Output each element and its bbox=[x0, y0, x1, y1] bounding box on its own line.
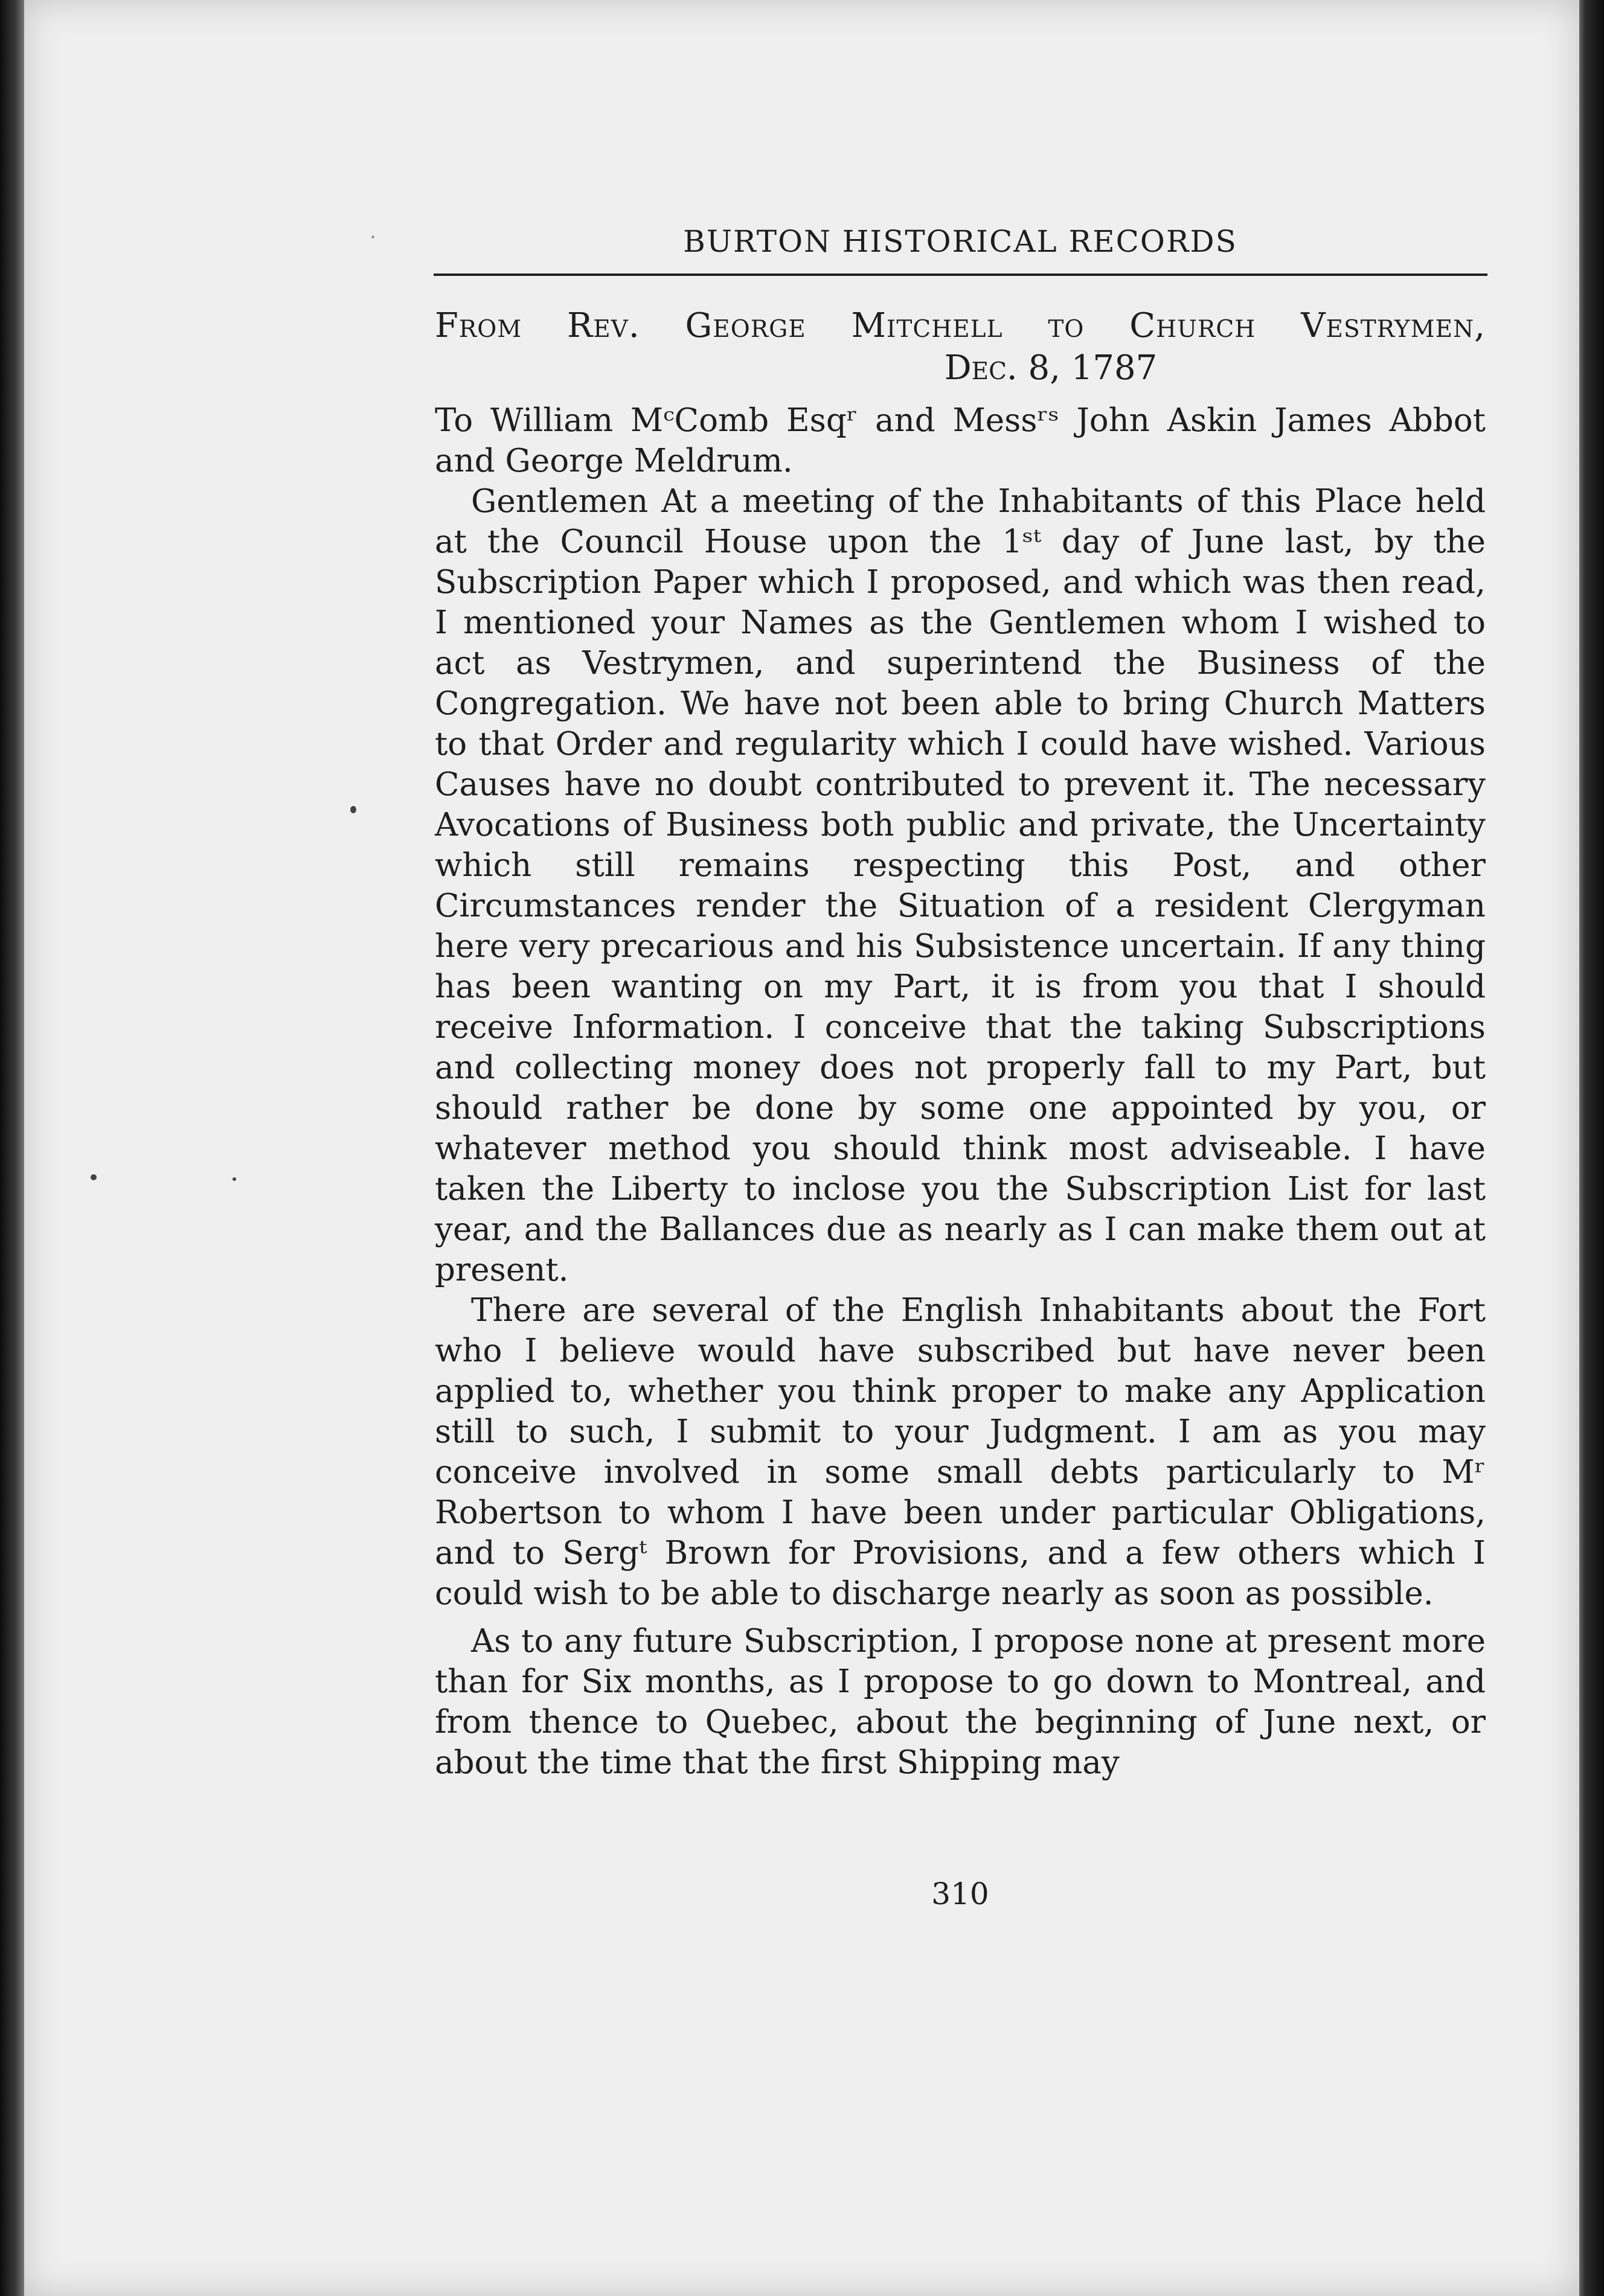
date-rest: 8, 1787 bbox=[1017, 348, 1158, 388]
dust-speck bbox=[350, 806, 356, 813]
letter-date bbox=[616, 347, 1486, 389]
dust-speck bbox=[371, 235, 374, 238]
page-number: 310 bbox=[931, 1876, 989, 1911]
letter-title: From Rev. George Mitchell to Church Vestrymen, bbox=[435, 306, 1486, 345]
dust-speck bbox=[91, 1174, 97, 1180]
letter-body bbox=[435, 400, 1486, 1783]
running-head: BURTON HISTORICAL RECORDS bbox=[683, 224, 1237, 259]
paragraph-2: There are several of the English Inhabitants about the Fort who I believe would have subscribed but have never been applied to, whether you think proper to make any Application still to such, I submit to your Judgment. I am as you may conceive involved in some small debts particularly to Mʳ Robertson to whom I have been under particular Obligations, and to Sergᵗ Brown for Provisions, and a few others which I could wish to be able to discharge nearly as soon as possible. bbox=[435, 1292, 1486, 1612]
date-prefix: Dec. bbox=[944, 348, 1018, 388]
header-rule bbox=[434, 273, 1487, 276]
page-content bbox=[435, 220, 1486, 1783]
address-line: To William MᶜComb Esqʳ and Messʳˢ John Askin James Abbot and George Meldrum. bbox=[435, 402, 1486, 479]
paragraph-3: As to any future Subscription, I propose none at present more than for Six months, as I propose to go down to Montreal, and from thence to Quebec, about the beginning of June next, or about the time that the first Shipping may bbox=[435, 1623, 1486, 1781]
paragraph-1: Gentlemen At a meeting of the Inhabitants of this Place held at the Council House upon the 1ˢᵗ day of June last, by the Subscription Paper which I proposed, and which was then read, I mentioned your Names as the Gentlemen whom I wished to act as Vestrymen, and superintend the Business of the Congregation. We have not been able to bring Church Matters to that Order and regularity which I could have wished. Various Causes have no doubt contributed to prevent it. The necessary Avocations of Business both public and private, the Uncertainty which still remains respecting this Post, and other Circumstances render the Situation of a resident Clergyman here very precarious and his Subsistence uncertain. If any thing has been wanting on my Part, it is from you that I should receive Information. I conceive that the taking Subscriptions and collecting money does not properly fall to my Part, but should rather be done by some one appointed by you, or whatever method you should think most adviseable. I have taken the Liberty to inclose you the Subscription List for last year, and the Ballances due as nearly as I can make them out at present. bbox=[435, 483, 1486, 1288]
dust-speck bbox=[233, 1177, 236, 1181]
